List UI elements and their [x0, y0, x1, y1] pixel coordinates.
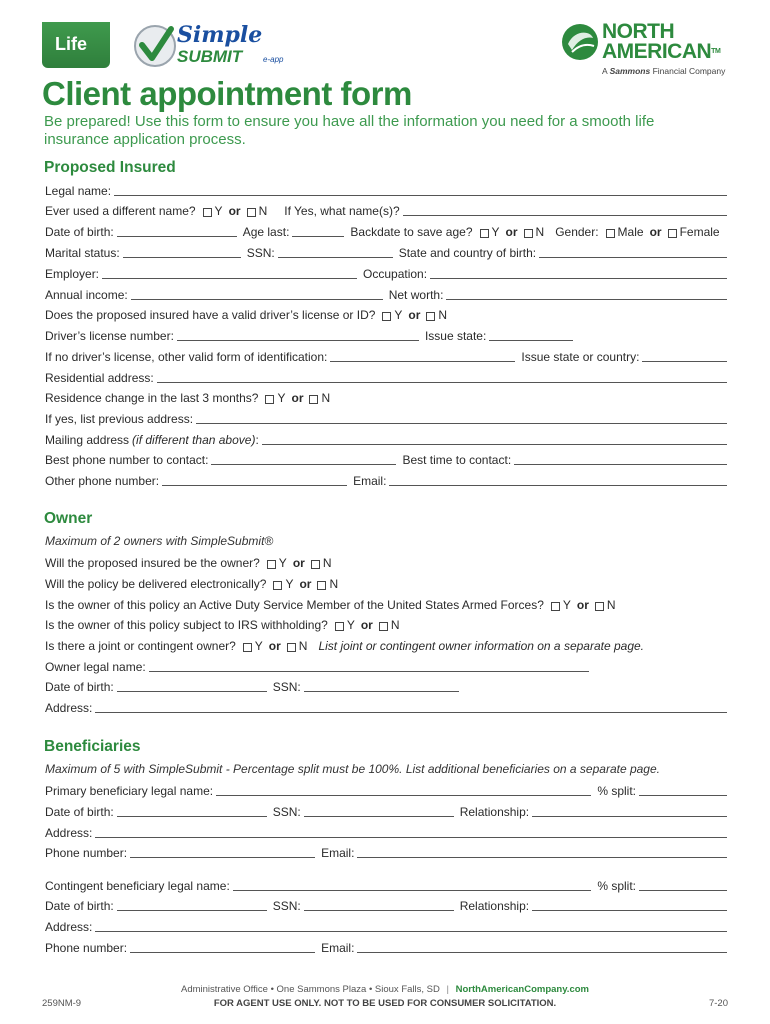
- residence-change-yes-checkbox[interactable]: [265, 395, 274, 404]
- occupation-field[interactable]: [430, 268, 727, 279]
- opt-y: Y: [285, 577, 294, 591]
- tagline-sammons: Sammons: [609, 66, 651, 76]
- label-state-country-birth: State and country of birth:: [398, 246, 537, 260]
- row-owner-q5: [45, 636, 727, 653]
- mailing-address-field[interactable]: [262, 434, 727, 445]
- row-primary-name: [45, 781, 727, 798]
- row-owner-q2: [45, 574, 727, 591]
- opt-or: or: [228, 204, 241, 218]
- label-primary-address: Address:: [45, 826, 93, 840]
- owner-legal-name-field[interactable]: [149, 661, 589, 672]
- label-legal-name: Legal name:: [45, 184, 112, 198]
- section-title-insured: Proposed Insured: [44, 159, 176, 176]
- primary-relationship-field[interactable]: [532, 806, 727, 817]
- label-primary-phone: Phone number:: [45, 846, 128, 860]
- simple-logo-line1: Simple: [177, 22, 263, 48]
- row-owner-q4: [45, 615, 727, 632]
- owner-note: Maximum of 2 owners with SimpleSubmit®: [45, 534, 274, 548]
- label-owner-address: Address:: [45, 701, 93, 715]
- label-primary-name: Primary beneficiary legal name:: [45, 784, 214, 798]
- row-best-phone: [45, 450, 727, 467]
- contingent-dob-field[interactable]: [117, 900, 267, 911]
- row-primary-dob: [45, 802, 727, 819]
- row-dob-age: [45, 222, 727, 239]
- owner-q4-yes-checkbox[interactable]: [335, 622, 344, 631]
- footer-website-link[interactable]: NorthAmericanCompany.com: [455, 984, 589, 995]
- owner-ssn-field[interactable]: [304, 681, 459, 692]
- label-mailing: Mailing address: [45, 433, 130, 447]
- valid-license-no-checkbox[interactable]: [426, 312, 435, 321]
- opt-y: Y: [394, 308, 403, 322]
- row-contingent-dob: [45, 896, 727, 913]
- tagline-a: A: [602, 66, 608, 76]
- row-owner-q3: [45, 595, 727, 612]
- label-issue-state: Issue state:: [424, 329, 487, 343]
- north-american-logo: [560, 22, 735, 82]
- label-license-number: Driver’s license number:: [45, 329, 174, 343]
- opt-n: N: [606, 598, 616, 612]
- row-legal-name: [45, 181, 727, 198]
- opt-n: N: [438, 308, 448, 322]
- owner-q1-yes-checkbox[interactable]: [267, 560, 276, 569]
- other-phone-field[interactable]: [162, 475, 347, 486]
- net-worth-field[interactable]: [446, 289, 727, 300]
- row-previous-address: [45, 409, 727, 426]
- opt-or: or: [360, 618, 373, 632]
- label-contingent-address: Address:: [45, 920, 93, 934]
- row-income: [45, 285, 727, 302]
- row-owner-legal-name: [45, 657, 727, 674]
- label-occupation: Occupation:: [363, 267, 428, 281]
- license-number-field[interactable]: [177, 330, 419, 341]
- contingent-split-field[interactable]: [639, 880, 727, 891]
- opt-n: N: [329, 577, 339, 591]
- legal-name-field[interactable]: [114, 185, 727, 196]
- label-contingent-phone: Phone number:: [45, 941, 128, 955]
- row-employer: [45, 264, 727, 281]
- label-employer: Employer:: [45, 267, 100, 281]
- company-tagline: [602, 66, 725, 76]
- owner-q5-no-checkbox[interactable]: [287, 643, 296, 652]
- primary-address-field[interactable]: [95, 827, 727, 838]
- owner-q4-no-checkbox[interactable]: [379, 622, 388, 631]
- age-last-field[interactable]: [292, 226, 344, 237]
- label-income: Annual income:: [45, 288, 128, 302]
- marital-status-field[interactable]: [123, 247, 241, 258]
- primary-name-field[interactable]: [216, 785, 591, 796]
- primary-phone-field[interactable]: [130, 847, 315, 858]
- section-title-owner: Owner: [44, 510, 93, 527]
- label-owner-ssn: SSN:: [272, 680, 301, 694]
- email-field[interactable]: [389, 475, 727, 486]
- ssn-field[interactable]: [278, 247, 393, 258]
- footer-address: [0, 984, 770, 995]
- footer-separator: |: [446, 984, 449, 995]
- row-contingent-phone: [45, 938, 727, 955]
- row-license-number: [45, 326, 727, 343]
- opt-or: or: [649, 225, 662, 239]
- label-owner-q2: Will the policy be delivered electronically?: [45, 577, 267, 591]
- intro-text: Be prepared! Use this form to ensure you have all the information you need for a smooth life insurance application process.: [44, 113, 655, 148]
- label-contingent-relationship: Relationship:: [459, 899, 530, 913]
- label-primary-relationship: Relationship:: [459, 805, 530, 819]
- opt-n: N: [321, 391, 331, 405]
- other-names-field[interactable]: [403, 205, 727, 216]
- owner-q2-no-checkbox[interactable]: [317, 581, 326, 590]
- opt-n: N: [535, 225, 545, 239]
- label-contingent-dob: Date of birth:: [45, 899, 114, 913]
- label-contingent-ssn: SSN:: [272, 899, 301, 913]
- company-name-line2: AMERICAN: [602, 40, 712, 63]
- label-owner-q5: Is there a joint or contingent owner?: [45, 639, 236, 653]
- contingent-ssn-field[interactable]: [304, 900, 454, 911]
- owner-q5-yes-checkbox[interactable]: [243, 643, 252, 652]
- row-owner-address: [45, 698, 727, 715]
- residence-change-no-checkbox[interactable]: [309, 395, 318, 404]
- label-owner-q1: Will the proposed insured be the owner?: [45, 556, 260, 570]
- row-owner-q1: [45, 553, 727, 570]
- label-other-id: If no driver’s license, other valid form of identification:: [45, 350, 328, 364]
- company-name-line2-wrap: [602, 42, 720, 62]
- leaf-globe-icon: [560, 22, 600, 62]
- row-residence-change: [45, 388, 727, 405]
- label-primary-dob: Date of birth:: [45, 805, 114, 819]
- primary-split-field[interactable]: [639, 785, 727, 796]
- label-mailing-colon: :: [255, 433, 259, 447]
- opt-n: N: [390, 618, 400, 632]
- agent-use-warning: FOR AGENT USE ONLY. NOT TO BE USED FOR CONSUMER SOLICITATION.: [213, 998, 557, 1009]
- opt-n: N: [258, 204, 268, 218]
- owner-q5-note: List joint or contingent owner information on a separate page.: [318, 639, 645, 653]
- opt-y: Y: [214, 204, 223, 218]
- opt-y: Y: [278, 556, 287, 570]
- opt-or: or: [268, 639, 281, 653]
- row-contingent-name: [45, 876, 727, 893]
- beneficiaries-note: Maximum of 5 with SimpleSubmit - Percentage split must be 100%. List additional beneficiaries on a separate page.: [45, 762, 660, 776]
- dob-field[interactable]: [117, 226, 237, 237]
- section-title-beneficiaries: Beneficiaries: [44, 738, 141, 755]
- opt-or: or: [299, 577, 312, 591]
- label-contingent-split: % split:: [597, 879, 636, 893]
- gender-male-checkbox[interactable]: [606, 229, 615, 238]
- form-code: 259NM-9: [42, 998, 82, 1009]
- contingent-email-field[interactable]: [357, 942, 727, 953]
- previous-address-field[interactable]: [196, 413, 727, 424]
- trademark: TM: [711, 48, 721, 55]
- opt-or: or: [408, 308, 421, 322]
- opt-n: N: [322, 556, 332, 570]
- different-name-yes-checkbox[interactable]: [203, 208, 212, 217]
- form-date: 7-20: [708, 998, 728, 1009]
- opt-n: N: [298, 639, 308, 653]
- label-different-name: Ever used a different name?: [45, 204, 196, 218]
- opt-male: Male: [617, 225, 644, 239]
- row-mailing-address: [45, 430, 727, 447]
- opt-y: Y: [254, 639, 263, 653]
- opt-or: or: [292, 556, 305, 570]
- company-name-line1: NORTH: [602, 20, 675, 43]
- row-residential-address: [45, 368, 727, 385]
- label-primary-ssn: SSN:: [272, 805, 301, 819]
- primary-email-field[interactable]: [357, 847, 727, 858]
- primary-dob-field[interactable]: [117, 806, 267, 817]
- backdate-no-checkbox[interactable]: [524, 229, 533, 238]
- residential-address-field[interactable]: [157, 372, 727, 383]
- other-id-field[interactable]: [330, 351, 515, 362]
- label-owner-legal-name: Owner legal name:: [45, 660, 146, 674]
- label-dob: Date of birth:: [45, 225, 114, 239]
- label-previous-address: If yes, list previous address:: [45, 412, 194, 426]
- annual-income-field[interactable]: [131, 289, 383, 300]
- owner-dob-field[interactable]: [117, 681, 267, 692]
- label-email: Email:: [353, 474, 387, 488]
- opt-or: or: [291, 391, 304, 405]
- row-owner-dob: [45, 677, 727, 694]
- contingent-name-field[interactable]: [233, 880, 592, 891]
- best-phone-field[interactable]: [211, 454, 396, 465]
- contingent-address-field[interactable]: [95, 921, 727, 932]
- opt-female: Female: [679, 225, 720, 239]
- label-valid-license: Does the proposed insured have a valid driver’s license or ID?: [45, 308, 376, 322]
- opt-y: Y: [562, 598, 571, 612]
- life-tab: [42, 22, 110, 68]
- label-net-worth: Net worth:: [388, 288, 444, 302]
- best-time-field[interactable]: [514, 454, 727, 465]
- label-primary-email: Email:: [321, 846, 355, 860]
- label-contingent-email: Email:: [321, 941, 355, 955]
- label-contingent-name: Contingent beneficiary legal name:: [45, 879, 230, 893]
- owner-address-field[interactable]: [95, 702, 727, 713]
- owner-q3-no-checkbox[interactable]: [595, 602, 604, 611]
- gender-female-checkbox[interactable]: [668, 229, 677, 238]
- label-age-last: Age last:: [242, 225, 290, 239]
- label-residential-address: Residential address:: [45, 371, 154, 385]
- label-primary-split: % split:: [597, 784, 636, 798]
- label-best-phone: Best phone number to contact:: [45, 453, 209, 467]
- owner-q3-yes-checkbox[interactable]: [551, 602, 560, 611]
- backdate-yes-checkbox[interactable]: [480, 229, 489, 238]
- label-owner-q4: Is the owner of this policy subject to IRS withholding?: [45, 618, 328, 632]
- opt-or: or: [505, 225, 518, 239]
- valid-license-yes-checkbox[interactable]: [382, 312, 391, 321]
- owner-q1-no-checkbox[interactable]: [311, 560, 320, 569]
- opt-y: Y: [491, 225, 500, 239]
- label-mailing-note: (if different than above): [132, 433, 256, 447]
- opt-y: Y: [346, 618, 355, 632]
- footer-address-text: Administrative Office • One Sammons Plaza • Sioux Falls, SD: [181, 984, 440, 995]
- opt-or: or: [576, 598, 589, 612]
- company-name: [602, 22, 720, 62]
- label-if-yes-names: If Yes, what name(s)?: [284, 204, 400, 218]
- issue-state-country-field[interactable]: [642, 351, 727, 362]
- owner-q2-yes-checkbox[interactable]: [273, 581, 282, 590]
- different-name-no-checkbox[interactable]: [247, 208, 256, 217]
- label-owner-q3: Is the owner of this policy an Active Duty Service Member of the United States Armed Forces?: [45, 598, 544, 612]
- label-residence-change: Residence change in the last 3 months?: [45, 391, 259, 405]
- simple-submit-logo: [133, 20, 313, 72]
- state-country-birth-field[interactable]: [539, 247, 727, 258]
- opt-y: Y: [277, 391, 286, 405]
- label-issue-state-country: Issue state or country:: [521, 350, 640, 364]
- contingent-relationship-field[interactable]: [532, 900, 727, 911]
- employer-field[interactable]: [102, 268, 357, 279]
- row-marital-ssn: [45, 243, 727, 260]
- label-ssn: SSN:: [246, 246, 275, 260]
- row-primary-address: [45, 823, 727, 840]
- simple-logo-suffix: e-app: [263, 55, 284, 64]
- row-other-phone: [45, 471, 727, 488]
- contingent-phone-field[interactable]: [130, 942, 315, 953]
- row-contingent-address: [45, 917, 727, 934]
- row-different-name: [45, 201, 727, 218]
- label-other-phone: Other phone number:: [45, 474, 160, 488]
- row-other-id: [45, 347, 727, 364]
- row-primary-phone: [45, 843, 727, 860]
- label-gender: Gender:: [555, 225, 599, 239]
- page-title: Client appointment form: [42, 75, 412, 112]
- issue-state-field[interactable]: [489, 330, 573, 341]
- primary-ssn-field[interactable]: [304, 806, 454, 817]
- label-best-time: Best time to contact:: [402, 453, 512, 467]
- tagline-c: Financial Company: [652, 66, 726, 76]
- row-valid-license: [45, 305, 727, 322]
- label-owner-dob: Date of birth:: [45, 680, 114, 694]
- label-backdate: Backdate to save age?: [350, 225, 473, 239]
- life-tab-label: Life: [55, 34, 88, 54]
- label-marital: Marital status:: [45, 246, 120, 260]
- simple-logo-line2: SUBMIT: [177, 47, 243, 66]
